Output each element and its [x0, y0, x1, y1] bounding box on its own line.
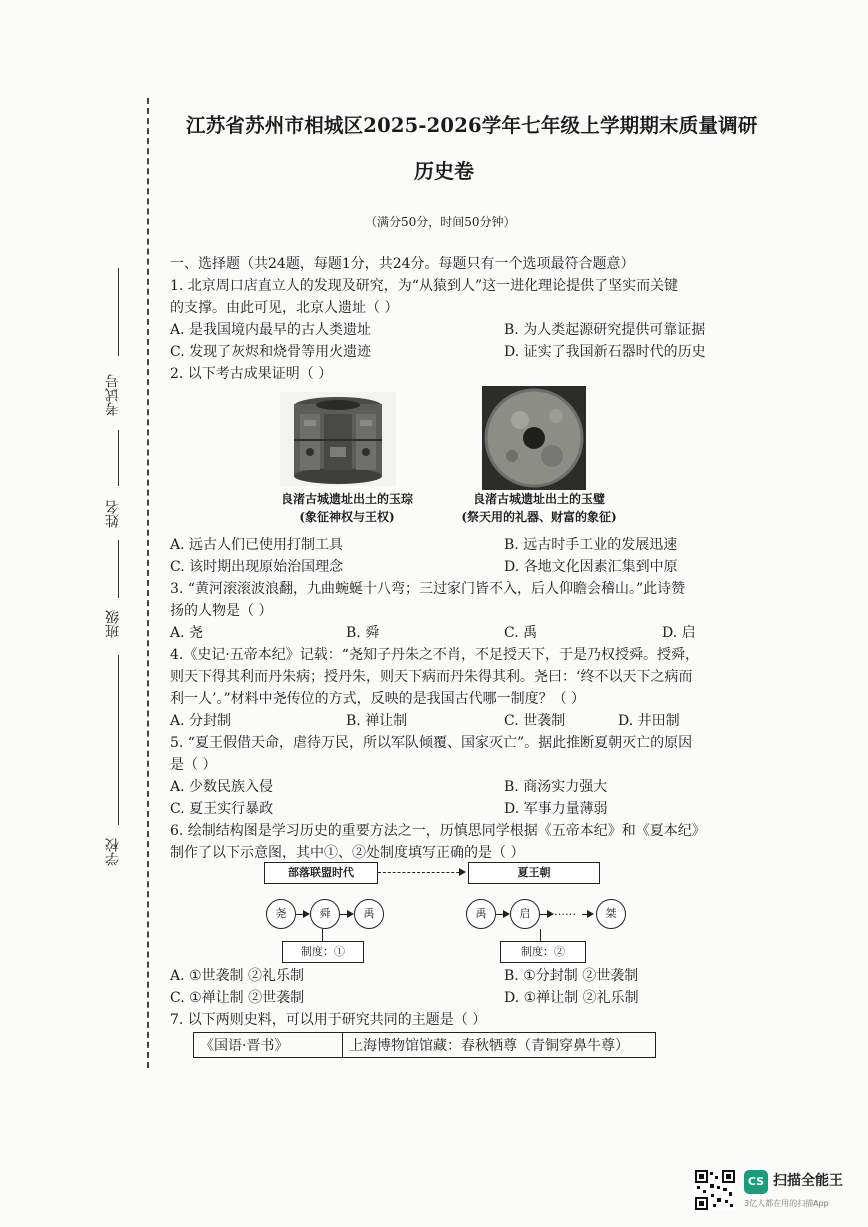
q3-option-a: A. 尧	[170, 625, 204, 641]
q6-option-a: A. ①世袭制 ②礼乐制	[170, 968, 305, 984]
q5-stem-line2: 是（ ）	[170, 757, 217, 773]
source-cell-2: 上海博物馆馆藏：春秋牺尊（青铜穿鼻牛尊）	[343, 1033, 656, 1058]
score-time: （满分50分，时间50分钟）	[365, 215, 516, 229]
q4-stem-line3: 利一人’。”材料中尧传位的方式，反映的是我国古代哪一制度？（ ）	[170, 691, 586, 707]
q4-option-b: B. 禅让制	[346, 713, 408, 729]
school-label: 学校	[105, 838, 121, 866]
q5-stem-line1: 5. “夏王假借天命，虐待万民，所以军队倾覆、国家灭亡”。据此推断夏朝灭亡的原因	[170, 735, 693, 751]
camscanner-tagline: 3亿人都在用的扫描App	[744, 1199, 829, 1208]
jade-cong-caption-line2: (象征神权与王权)	[299, 510, 395, 524]
jade-cong-caption	[262, 490, 432, 526]
q4-stem-line2: 则天下得其利而丹朱病；授丹朱，则天下病而丹朱得其利。尧曰：‘终不以天下之病而	[170, 669, 693, 685]
q4-option-d: D. 井田制	[618, 713, 680, 729]
exam-no-label: 考试号	[105, 374, 121, 416]
q6-stem-line1: 6. 绘制结构图是学习历史的重要方法之一，历慎思同学根据《五帝本纪》和《夏本纪》	[170, 823, 706, 839]
connector-right	[540, 929, 541, 941]
qr-code-icon	[695, 1170, 735, 1210]
jade-cong-image	[280, 392, 396, 486]
connector-left	[322, 929, 323, 941]
node-ellipsis: ……	[554, 905, 576, 918]
q1-option-b: B. 为人类起源研究提供可靠证据	[504, 322, 706, 338]
node-yu-right: 禹	[466, 899, 496, 929]
camscanner-name: 扫描全能王	[773, 1173, 843, 1189]
school-rule	[118, 655, 119, 825]
source-cell-1: 《国语·晋书》	[194, 1033, 343, 1058]
section-heading: 一、选择题（共24题，每题1分，共24分。每题只有一个选项最符合题意）	[170, 256, 635, 272]
xia-dynasty-box: 夏王朝	[468, 862, 600, 884]
jade-cong-caption-line1: 良渚古城遗址出土的玉琮	[280, 492, 413, 506]
q1-stem-line1: 1. 北京周口店直立人的发现及研究，为“从猿到人”这一进化理论提供了坚实而关键	[170, 278, 679, 294]
q3-option-d: D. 启	[662, 625, 696, 641]
node-qi: 启	[510, 899, 540, 929]
q2-option-b: B. 远古时手工业的发展迅速	[504, 537, 678, 553]
q4-option-a: A. 分封制	[170, 713, 232, 729]
q3-option-c: C. 禹	[504, 625, 538, 641]
system-box-2: 制度：②	[500, 941, 586, 963]
page-title: 江苏省苏州市相城区2025-2026学年七年级上学期期末质量调研	[186, 114, 758, 137]
q5-option-d: D. 军事力量薄弱	[504, 801, 608, 817]
q5-option-b: B. 商汤实力强大	[504, 779, 608, 795]
q6-stem-line2: 制作了以下示意图，其中①、②处制度填写正确的是（ ）	[170, 845, 525, 861]
page-subtitle: 历史卷	[414, 159, 474, 183]
arrow-yu-qi	[496, 914, 508, 915]
system-box-1: 制度：①	[282, 941, 364, 963]
jade-bi-image	[482, 386, 586, 490]
jade-bi-caption	[444, 490, 634, 526]
tribal-alliance-box: 部落联盟时代	[264, 862, 378, 884]
node-yao: 尧	[266, 899, 296, 929]
q4-option-c: C. 世袭制	[504, 713, 566, 729]
jade-bi-caption-line1: 良渚古城遗址出土的玉璧	[472, 492, 605, 506]
q2-stem: 2. 以下考古成果证明（ ）	[170, 366, 333, 382]
arrow-yao-shun	[296, 914, 308, 915]
q6-option-b: B. ①分封制 ②世袭制	[504, 968, 639, 984]
name-label: 姓名	[105, 500, 121, 528]
table-row	[194, 1033, 656, 1058]
q5-option-a: A. 少数民族入侵	[170, 779, 274, 795]
q1-option-d: D. 证实了我国新石器时代的历史	[504, 344, 706, 360]
q3-option-b: B. 舜	[346, 625, 380, 641]
q1-option-c: C. 发现了灰烬和烧骨等用火遗迹	[170, 344, 372, 360]
node-shun: 舜	[310, 899, 340, 929]
jade-bi-caption-line2: (祭天用的礼器、财富的象征)	[461, 510, 617, 524]
q4-stem-line1: 4.《史记·五帝本纪》记载：“尧知子丹朱之不肖，不足授天下，于是乃权授舜。授舜，	[170, 647, 699, 663]
node-jie: 桀	[596, 899, 626, 929]
q6-option-d: D. ①禅让制 ②礼乐制	[504, 990, 639, 1006]
q7-stem: 7. 以下两则史料，可以用于研究共同的主题是（ ）	[170, 1012, 487, 1028]
arrow-ellipsis-jie	[582, 914, 592, 915]
name-rule	[118, 430, 119, 486]
camscanner-logo-icon: CS	[744, 1170, 768, 1194]
arrow-qi-ellipsis	[540, 914, 552, 915]
q7-source-table	[193, 1032, 656, 1058]
binding-dashed-line	[147, 98, 149, 1068]
q2-option-a: A. 远古人们已使用打制工具	[170, 537, 344, 553]
q1-stem-line2: 的支撑。由此可见，北京人遗址（ ）	[170, 300, 399, 316]
q1-option-a: A. 是我国境内最早的古人类遗址	[170, 322, 372, 338]
class-label: 班级	[105, 610, 121, 638]
node-yu-left: 禹	[354, 899, 384, 929]
class-rule	[118, 540, 119, 598]
q5-option-c: C. 夏王实行暴政	[170, 801, 274, 817]
q2-option-c: C. 该时期出现原始治国理念	[170, 559, 344, 575]
exam-no-rule	[118, 268, 119, 356]
q3-stem-line1: 3. “黄河滚滚波浪翻，九曲蜿蜒十八弯；三过家门皆不入，后人仰瞻会稽山。”此诗赞	[170, 581, 686, 597]
era-arrow	[378, 872, 464, 873]
q6-option-c: C. ①禅让制 ②世袭制	[170, 990, 305, 1006]
arrow-shun-yu	[340, 914, 352, 915]
q3-stem-line2: 扬的人物是（ ）	[170, 603, 273, 619]
q2-option-d: D. 各地文化因素汇集到中原	[504, 559, 678, 575]
